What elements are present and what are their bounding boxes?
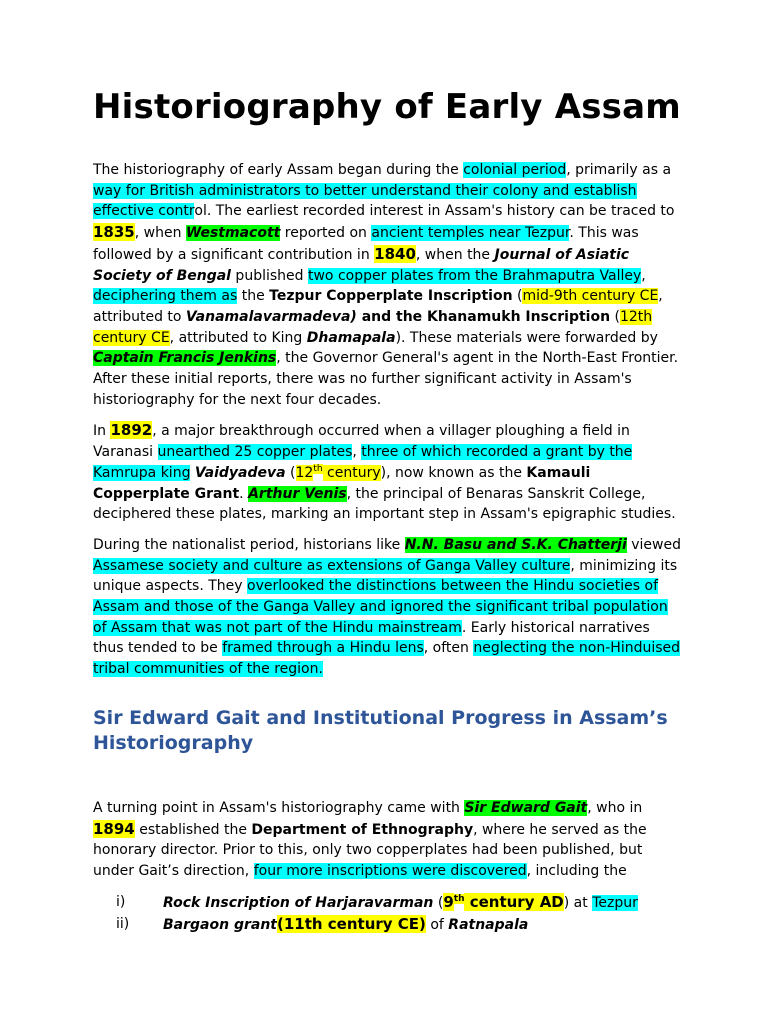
list-text <box>163 892 638 911</box>
text-run: ( <box>433 894 444 911</box>
inscription-list <box>93 892 683 936</box>
text-run: ) at <box>563 894 593 911</box>
text-run: , where he served as the honorary director. Prior to this, only two copperplates had been published, but under Gait’s direction, <box>93 821 647 879</box>
highlighted-text: 1892 <box>110 421 153 440</box>
text-run: Department of Ethnography <box>251 821 474 838</box>
text-run: of <box>425 916 449 933</box>
highlighted-text: N.N. Basu and S.K. Chatterji <box>404 536 627 553</box>
list-text <box>163 914 529 933</box>
document-title: Historiography of Early Assam <box>93 87 681 127</box>
section-heading: Sir Edward Gait and Institutional Progress in Assam’s Historiography <box>93 706 668 754</box>
highlighted-text: mid-9th century CE <box>522 288 659 305</box>
text-run: reported on <box>280 225 372 242</box>
highlighted-text: ancient temples near Tezpur <box>371 225 570 242</box>
text-run: A turning point in Assam's historiography came with <box>93 799 465 816</box>
highlighted-text: deciphering them as <box>93 288 238 305</box>
highlighted-text: century <box>322 464 381 481</box>
highlighted-text: two copper plates from the Brahmaputra Valley <box>307 267 642 284</box>
highlighted-text: (11th century CE) <box>276 914 426 933</box>
text-run: , attributed to <box>93 288 663 325</box>
text-run: . <box>239 485 249 502</box>
highlighted-text: 1835 <box>93 223 135 242</box>
text-run: , often <box>423 640 474 657</box>
document-body <box>93 86 683 936</box>
text-run: The historiography of early Assam began during the <box>93 162 464 178</box>
highlighted-text: three of which recorded a grant by the Kamrupa king <box>93 444 633 481</box>
highlighted-text: 1894 <box>93 819 135 838</box>
text-run: Kamauli Copperplate Grant <box>93 464 591 502</box>
text-run: , the Governor General's agent in the North-East Frontier. After these initial reports, there was no further significant activity in Assam's historiography for the next four decades. <box>93 350 679 408</box>
text-run: In <box>93 423 111 440</box>
list-item <box>93 892 683 914</box>
text-run: published <box>230 267 308 284</box>
paragraph-edward-gait <box>93 798 683 882</box>
paragraph-nationalist-period <box>93 535 683 680</box>
highlighted-text: 12 <box>295 464 314 481</box>
highlighted-text: th <box>453 894 465 905</box>
highlighted-text: way for British administrators to better understand their colony and establish effective contr <box>93 182 637 220</box>
highlighted-text: century AD <box>464 892 564 911</box>
text-run: , primarily as a <box>566 162 672 178</box>
highlighted-text: 12th century CE <box>93 308 653 346</box>
text-run: ol. The earliest recorded interest in Assam's history can be traced to <box>194 203 675 220</box>
highlighted-text: Captain Francis Jenkins <box>93 350 277 367</box>
highlighted-text: 1840 <box>374 244 416 263</box>
text-run: , the principal of Benaras Sanskrit College, deciphered these plates, marking an important step in Assam's epigraphic studies. <box>93 485 676 523</box>
highlighted-text: Arthur Venis <box>248 485 347 502</box>
text-run: During the nationalist period, historians like <box>93 536 405 553</box>
text-run: established the <box>134 821 252 838</box>
text-run: viewed <box>626 536 681 553</box>
highlighted-text: Tezpur <box>592 894 638 911</box>
text-run: Ratnapala <box>448 916 529 933</box>
text-run: , who in <box>587 799 643 816</box>
highlighted-text: Sir Edward Gait <box>464 799 588 816</box>
text-run: , when <box>134 225 186 242</box>
list-number: i) <box>116 893 126 910</box>
highlighted-text: overlooked the distinctions between the Hindu societies of Assam and those of the Ganga Valley and ignored the significant tribal population of Assam that was not part of the Hindu mainstream <box>93 578 668 636</box>
text-run: , <box>641 267 646 284</box>
text-run: ( <box>512 288 523 305</box>
text-run: Bargaon grant <box>163 916 277 933</box>
highlighted-text: four more inscriptions were discovered <box>253 862 527 879</box>
text-run: ( <box>285 464 296 481</box>
text-run: , minimizing its unique aspects. They <box>93 557 678 595</box>
text-run: , attributed to King <box>169 329 307 346</box>
text-run: . Early historical narratives thus tended to be <box>93 619 650 657</box>
highlighted-text: th <box>313 464 323 475</box>
text-run: , a major breakthrough occurred when a villager ploughing a field in Varanasi <box>93 423 630 461</box>
text-run: and the <box>356 308 428 325</box>
text-run: ( <box>610 308 620 325</box>
text-run: Vaidyadeva <box>194 464 286 481</box>
highlighted-text: framed through a Hindu lens <box>222 640 424 657</box>
text-run: . This was followed by a significant contribution in <box>93 225 639 263</box>
text-run: , including the <box>526 862 627 879</box>
paragraph-1892-breakthrough <box>93 420 683 525</box>
text-run: ). These materials were forwarded by <box>395 329 658 346</box>
text-run: Rock Inscription of Harjaravarman <box>163 894 434 911</box>
paragraph-colonial-period <box>93 160 683 410</box>
highlighted-text: unearthed 25 copper plates <box>157 444 353 461</box>
text-run: Dhamapala <box>306 329 396 346</box>
highlighted-text: neglecting the non-Hinduised tribal communities of the region. <box>93 640 681 678</box>
text-run: Journal of Asiatic Society of Bengal <box>93 246 630 284</box>
list-item <box>93 914 683 936</box>
text-run: , <box>352 444 362 461</box>
highlighted-text: Assamese society and culture as extensions of Ganga Valley culture <box>93 557 571 574</box>
text-run: , when the <box>415 246 495 263</box>
highlighted-text: colonial period <box>463 162 567 178</box>
text-run: Tezpur Copperplate Inscription <box>269 288 513 305</box>
text-run: Vanamalavarmadeva) <box>185 308 357 325</box>
list-number: ii) <box>116 915 130 932</box>
highlighted-text: 9 <box>443 892 454 911</box>
text-run: ), now known as the <box>380 464 527 481</box>
text-run: Khanamukh Inscription <box>427 308 611 325</box>
highlighted-text: Westmacott <box>185 225 281 242</box>
text-run: the <box>237 288 270 305</box>
